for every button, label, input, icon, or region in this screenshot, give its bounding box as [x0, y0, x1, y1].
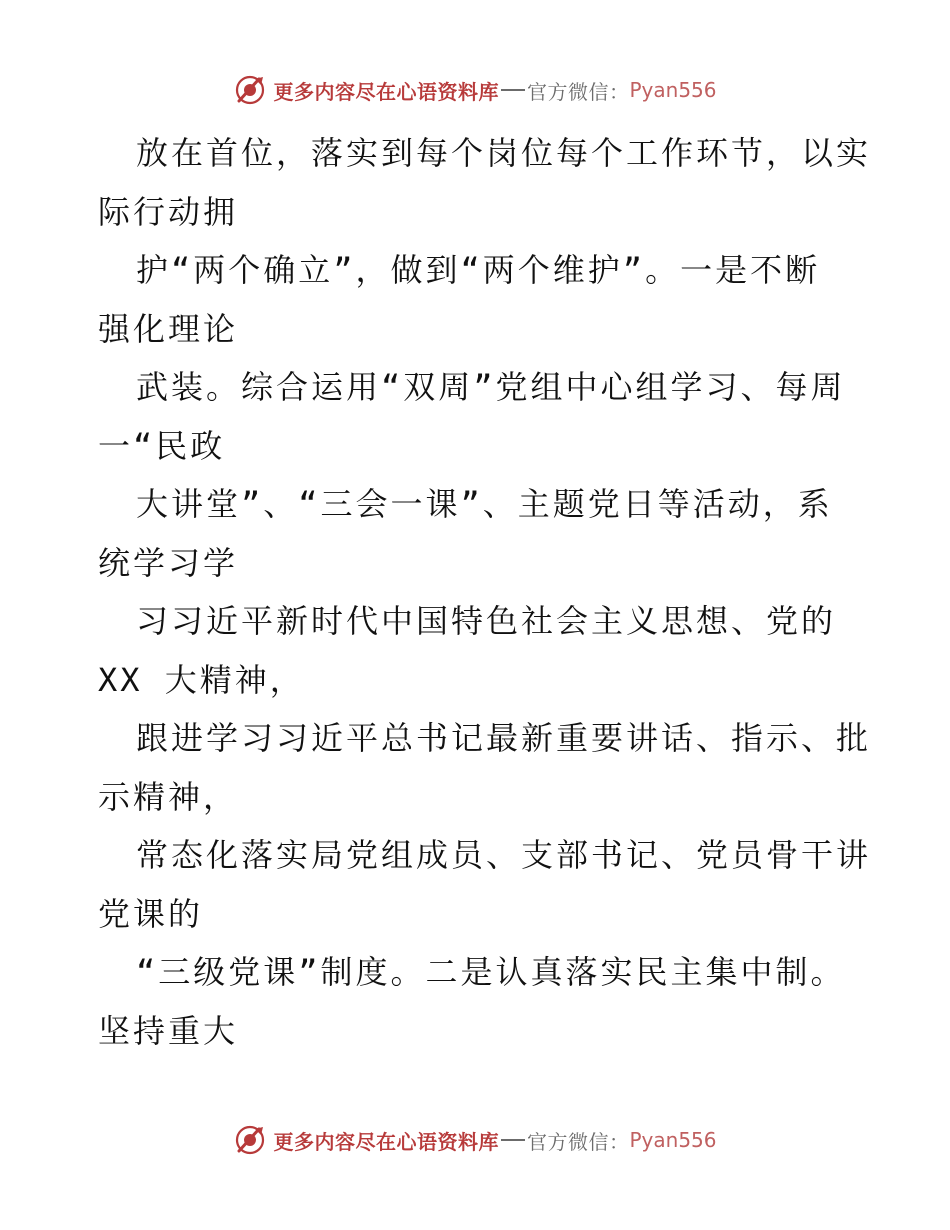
- watermark-sub: 官方微信：: [526, 1129, 630, 1154]
- text-line: 统学习学: [98, 543, 239, 582]
- watermark-dash: [501, 89, 525, 91]
- watermark-dash: [501, 1139, 525, 1141]
- text-line: “三级党课”制度。二是认真落实民主集中制。: [136, 953, 846, 991]
- watermark-title: 更多内容尽在心语资料库: [273, 1129, 499, 1154]
- document-body: [98, 124, 872, 1060]
- header-watermark: [0, 70, 950, 110]
- text-line: 习习近平新时代中国特色社会主义思想、党的: [136, 602, 837, 640]
- feather-pen-logo-icon: [233, 1123, 267, 1157]
- text-line: 示精神，: [98, 777, 239, 816]
- text-line: 武装。综合运用“双周”党组中心组学习、每周: [136, 368, 846, 406]
- text-line: XX 大精神，: [98, 660, 305, 699]
- text-line: 护“两个确立”，做到“两个维护”。一是不断: [136, 251, 821, 289]
- watermark-wechat-id: Pyan556: [629, 1128, 717, 1152]
- watermark-sub: 官方微信：: [526, 79, 630, 104]
- text-line: 强化理论: [98, 309, 239, 348]
- feather-pen-logo-icon: [233, 73, 267, 107]
- watermark-title: 更多内容尽在心语资料库: [273, 79, 499, 104]
- text-line: 一“民政: [98, 426, 226, 465]
- watermark-wechat-id: Pyan556: [629, 78, 717, 102]
- text-line: 党课的: [98, 894, 204, 933]
- text-line: 际行动拥: [98, 192, 239, 231]
- text-line: 坚持重大: [98, 1011, 239, 1050]
- text-line: 放在首位，落实到每个岗位每个工作环节，以实: [136, 134, 872, 172]
- text-line: 常态化落实局党组成员、支部书记、党员骨干讲: [136, 836, 872, 874]
- footer-watermark: [0, 1120, 950, 1160]
- text-line: 大讲堂”、“三会一课”、主题党日等活动，系: [136, 485, 833, 523]
- text-line: 跟进学习习近平总书记最新重要讲话、指示、批: [136, 719, 872, 757]
